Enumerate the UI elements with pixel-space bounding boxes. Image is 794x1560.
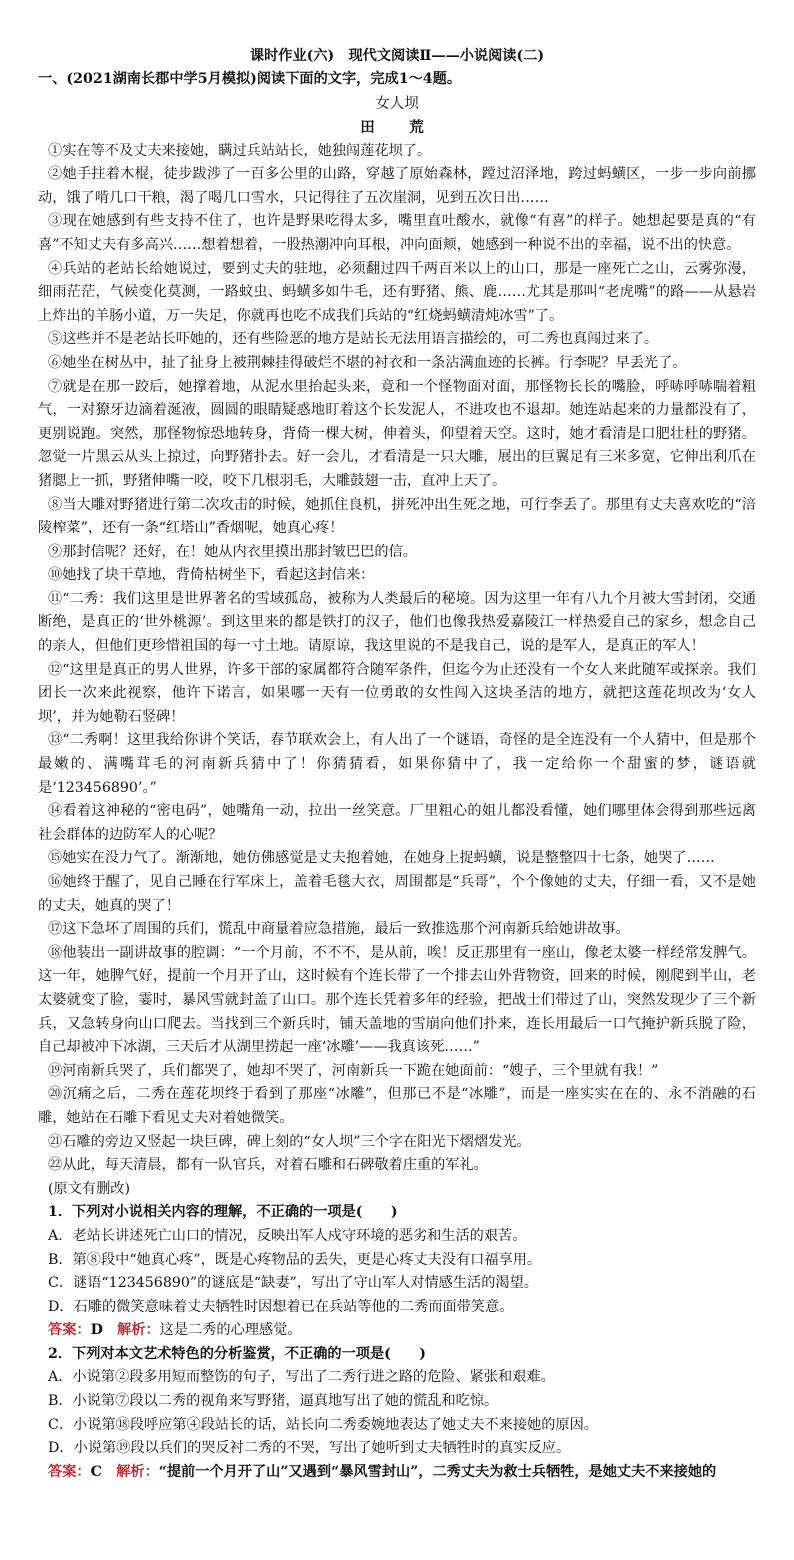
story-paragraph: ⑥她坐在树丛中，扯了扯身上被荆棘挂得破烂不堪的衬衣和一条沾满血迹的长裤。行李呢？早丢光了。 — [48, 354, 687, 371]
question-option: D．小说第⑲段以兵们的哭反衬二秀的不哭，写出了她听到丈夫牺牲时的真实反应。 — [48, 1440, 571, 1457]
story-paragraph: ②她手拄着木棍，徒步跋涉了一百多公里的山路，穿越了原始森林，蹚过沼泽地，跨过蚂蟥区，一步一步向前挪动，饿了啃几口干粮，渴了喝几口雪水，只记得往了五次崖洞，见到五次日出…… — [38, 166, 756, 206]
answer-label: 答案： — [48, 1322, 91, 1339]
question-option: C．谜语“123456890”的谜底是“缺妻”，写出了守山军人对情感生活的渴望。 — [48, 1275, 538, 1292]
answer-label: 答案： — [48, 1463, 91, 1480]
analysis-text: “提前一个月开了山”又遇到“暴风雪封山”，二秀丈夫为救士兵牺牲，是她丈夫不来接她的 — [158, 1463, 717, 1480]
story-paragraph: ⑯她终于醒了，见自己睡在行军床上，盖着毛毯大衣，周围都是“兵哥”，个个像她的丈夫，仔细一看，又不是她的丈夫，她真的哭了！ — [38, 874, 756, 914]
answer-value: C — [90, 1463, 102, 1480]
question-stem: 1．下列对小说相关内容的理解，不正确的一项是( ) — [48, 1204, 398, 1221]
analysis-label: 解析： — [116, 1463, 159, 1480]
story-paragraph: ⑰这下急坏了周围的兵们，慌乱中商量着应急措施，最后一致推选那个河南新兵给她讲故事。 — [48, 921, 630, 938]
story-paragraph: ⑭看着这神秘的“密电码”，她嘴角一动，拉出一丝笑意。厂里粗心的姐儿都没看懂，她们哪里体会得到那些远离社会群体的边防军人的心呢？ — [38, 803, 756, 843]
answer-line — [38, 1319, 756, 1343]
story-paragraph: ⑳沉痛之后，二秀在莲花坝终于看到了那座“冰雕”，但那已不是“冰雕”，而是一座实实在在的、永不消融的石雕，她站在石雕下看见丈夫对着她微笑。 — [38, 1086, 756, 1126]
question-option: C．小说第⑱段呼应第④段站长的话，站长向二秀委婉地表达了她丈夫不来接她的原因。 — [48, 1416, 598, 1433]
story-paragraph: ①实在等不及丈夫来接她，瞒过兵站站长，她独闯莲花坝了。 — [48, 142, 432, 159]
story-title: 女人坝 — [375, 95, 419, 112]
story-paragraph: ⑱他装出一副讲故事的腔调：“一个月前，不不不，是从前，唉！反正那里有一座山，像老太婆一样经常发脾气。这一年，她脾气好，提前一个月开了山，这时候有个连长带了一个排去山外背物资，回来的时候，刚爬到半山，老太婆就变了脸，霎时，暴风雪就封盖了山口。那个连长凭着多年的经验，把战士们带过了山，突然发现少了三个新兵，又急转身向山口爬去。当找到三个新兵时，铺天盖地的雪崩向他们扑来，连长用最后一口气掩护新兵脱了险，自己却被冲下冰湖，三天后才从湖里捞起一座‘冰雕’——我真该死……” — [38, 944, 756, 1056]
question-option: B．小说第⑦段以二秀的视角来写野猪，逼真地写出了她的慌乱和吃惊。 — [48, 1393, 499, 1410]
story-paragraph: ⑪“二秀：我们这里是世界著名的雪域孤岛，被称为人类最后的秘境。因为这里一年有八九个月被大雪封闭，交通断绝，是真正的‘世外桃源’。到这里来的都是铁打的汉子，他们也像我热爱嘉陵江一样热爱自己的家乡，想念自己的亲人，但他们更珍惜祖国的每一寸土地。请原谅，我这里说的不是我自己，说的是军人，是真正的军人！ — [38, 590, 756, 655]
story-paragraph: ⑧当大雕对野猪进行第二次攻击的时候，她抓住良机，拼死冲出生死之地，可行李丢了。那里有丈夫喜欢吃的“涪陵榨菜”，还有一条“红塔山”香烟呢，她真心疼！ — [38, 496, 756, 537]
question-option: A．小说第②段多用短而整饬的句子，写出了二秀行进之路的危险、紧张和艰难。 — [48, 1369, 555, 1386]
story-paragraph: ⑫“这里是真正的男人世界，许多干部的家属都符合随军条件，但迄今为止还没有一个女人来此随军或探亲。我们团长一次来此视察，他许下诺言，如果哪一天有一位勇敢的女性闯入这块圣洁的地方，就把这莲花坝改为‘女人坝’，并为她勒石竖碑！ — [38, 661, 756, 725]
page-title: 课时作业(六) 现代文阅读Ⅱ——小说阅读(二) — [249, 48, 545, 64]
question-stem: 2．下列对本文艺术特色的分析鉴赏，不正确的一项是( ) — [48, 1345, 426, 1362]
story-body — [38, 140, 756, 1178]
analysis-text: 这是二秀的心理感觉。 — [159, 1322, 302, 1339]
analysis-label: 解析： — [117, 1322, 160, 1339]
answer-line — [38, 1461, 756, 1485]
document-page — [38, 44, 756, 1484]
story-paragraph: ⑦就是在那一跤后，她撑着地，从泥水里抬起头来，竟和一个怪物面对面，那怪物长长的嘴脸，呼哧呼哧喘着粗气，一对獠牙边滴着涎液，圆圆的眼睛疑惑地盯着这个长发泥人，不进攻也不退却。她连站起来的力量都没有了，更别说跑。突然，那怪物惊恐地转身，背倚一棵大树，伸着头，仰望着天空。这时，她才看清是口肥壮杜的野猪。忽觉一片黑云从头上掠过，向野猪扑去。好一会儿，才看清是一只大雕，展出的巨翼足有三米多宽，它伸出利爪在猪腮上一抓，野猪伸嘴一咬，咬下几根羽毛，大雕鼓翅一击，直冲上天了。 — [38, 378, 756, 489]
story-paragraph: ㉒从此，每天清晨，都有一队官兵，对着石雕和石碑敬着庄重的军礼。 — [48, 1157, 488, 1174]
story-paragraph: ⑩她找了块干草地，背倚枯树坐下，看起这封信来： — [48, 567, 375, 584]
answer-value: D — [90, 1322, 103, 1339]
section-intro: 一、(2021湖南长郡中学5月模拟)阅读下面的文字，完成1～4题。 — [38, 71, 462, 87]
story-author: 田 荒 — [360, 118, 434, 136]
question-option: A．老站长讲述死亡山口的情况，反映出军人戍守环境的恶劣和生活的艰苦。 — [48, 1227, 527, 1244]
question-option: D．石雕的微笑意味着丈夫牺牲时因想着已在兵站等他的二秀而面带笑意。 — [48, 1298, 514, 1315]
story-paragraph: ⑬“二秀啊！这里我给你讲个笑话，春节联欢会上，有人出了一个谜语，奇怪的是全连没有一个人猜中，但是那个最嫩的、满嘴茸毛的河南新兵猜中了！你猜猜看，如果你猜中了，我一定给你一个甜蜜的梦，谜语就是‘123456890’。” — [38, 732, 756, 796]
question-option: B．第⑧段中“她真心疼”，既是心疼物品的丢失，更是心疼丈夫没有口福享用。 — [48, 1251, 542, 1268]
story-paragraph: ③现在她感到有些支持不住了，也许是野果吃得太多，嘴里直吐酸水，就像“有喜”的样子。她想起要是真的“有喜”不知丈夫有多高兴……想着想着，一股热潮冲向耳根，冲向面颊，她感到一种说不出的幸福，说不出的快意。 — [38, 213, 756, 253]
story-paragraph: ④兵站的老站长给她说过，要到丈夫的驻地，必须翻过四千两百米以上的山口，那是一座死亡之山，云雾弥漫，细雨茫茫，气候变化莫测，一路蚊虫、蚂蟥多如牛毛，还有野猪、熊、鹿……尤其是那叫“老虎嘴”的路——从悬岩上炸出的羊肠小道，万一失足，你就再也吃不成我们兵站的“红烧蚂蟥清炖冰雪”了。 — [38, 260, 756, 324]
questions-section — [38, 1201, 756, 1484]
story-paragraph: ㉑石雕的旁边又竖起一块巨碑，碑上刻的“女人坝”三个字在阳光下熠熠发光。 — [48, 1133, 531, 1150]
story-paragraph: ⑨那封信呢？还好，在！她从内衣里摸出那封皱巴巴的信。 — [48, 543, 417, 560]
story-paragraph: ⑲河南新兵哭了，兵们都哭了，她却不哭了，河南新兵一下跪在她面前：“嫂子，三个里就有我！” — [48, 1062, 659, 1079]
story-paragraph: ⑤这些并不是老站长吓她的，还有些险恶的地方是站长无法用语言描绘的，可二秀也真闯过来了。 — [48, 331, 659, 348]
story-paragraph: ⑮她实在没力气了。渐渐地，她仿佛感觉是丈夫抱着她，在她身上捉蚂蟥，说是整整四十七条，她哭了…… — [48, 850, 715, 867]
source-note: (原文有删改) — [48, 1180, 131, 1197]
